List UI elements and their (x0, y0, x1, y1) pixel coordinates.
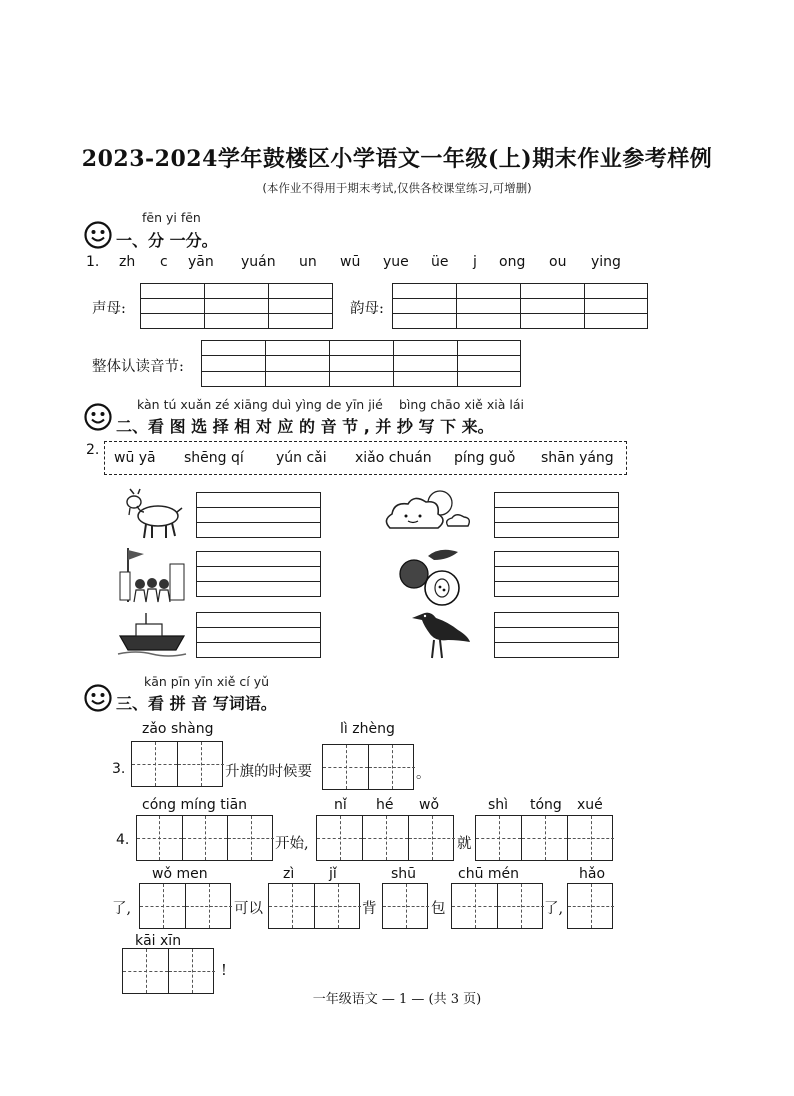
pinyin-hint: chū mén (458, 866, 520, 882)
tianzige-grid[interactable] (322, 744, 414, 790)
page-subtitle: (本作业不得用于期末考试,仅供各校课堂练习,可增删) (262, 181, 532, 195)
finals-label: 韵母: (350, 301, 384, 317)
pinyin-hint: cóng míng tiān (142, 797, 248, 813)
section2-heading: 二、看 图 选 择 相 对 应 的 音 节 , 并 抄 写 下 来。 (116, 417, 494, 436)
syllable: wū (340, 254, 361, 270)
sentence-text: 升旗的时候要 (225, 764, 312, 780)
section3-heading: 三、看 拼 音 写词语。 (116, 694, 277, 713)
tianzige-grid[interactable] (268, 883, 360, 929)
syllable: zh (119, 254, 136, 270)
pinyin-hint: tóng (530, 797, 562, 813)
tianzige-grid[interactable] (475, 815, 613, 861)
answer-writing-lines[interactable] (196, 551, 321, 597)
boat-picture (116, 610, 188, 658)
sentence-text: 开始, (275, 836, 309, 852)
pinyin-hint: zǎo shàng (142, 721, 214, 737)
option: xiǎo chuán (355, 450, 432, 466)
question-number: 2. (86, 442, 100, 458)
pinyin-hint: shì (488, 797, 509, 813)
question-number: 1. (86, 254, 100, 270)
section1-pinyin: fēn yi fēn (142, 210, 201, 225)
goat-picture (120, 488, 184, 542)
answer-writing-lines[interactable] (494, 492, 619, 538)
whole-syllable-writing-grid[interactable] (201, 340, 521, 387)
page-footer: 一年级语文 — 1 — (共 3 页) (312, 992, 482, 1007)
sentence-text: 了, (544, 901, 564, 917)
section2-pinyin: bìng chāo xiě xià lái (399, 397, 524, 412)
finals-writing-grid[interactable] (392, 283, 648, 329)
pinyin-hint: jǐ (329, 866, 337, 882)
syllable: üe (431, 254, 449, 270)
tianzige-grid[interactable] (316, 815, 454, 861)
option: wū yā (114, 450, 156, 466)
syllable: ong (499, 254, 526, 270)
answer-writing-lines[interactable] (196, 492, 321, 538)
pinyin-hint: shū (391, 866, 417, 882)
tianzige-grid[interactable] (139, 883, 231, 929)
syllable: yue (383, 254, 409, 270)
pinyin-hint: wǒ (419, 797, 440, 813)
answer-writing-lines[interactable] (494, 612, 619, 658)
syllable: j (473, 254, 477, 270)
syllable: c (160, 254, 168, 270)
answer-writing-lines[interactable] (494, 551, 619, 597)
sentence-text: 包 (431, 901, 446, 917)
crow-picture (408, 606, 472, 662)
option: shēng qí (184, 450, 244, 466)
tianzige-grid[interactable] (451, 883, 543, 929)
option: yún cǎi (276, 450, 327, 466)
pinyin-hint: kāi xīn (135, 933, 182, 949)
whole-syllable-label: 整体认读音节: (92, 359, 184, 375)
tianzige-grid[interactable] (382, 883, 428, 929)
section2-pinyin: kàn tú xuǎn zé xiāng duì yìng de yīn jié (137, 397, 383, 412)
pinyin-hint: lì zhèng (340, 721, 395, 737)
smiley-icon (84, 684, 112, 712)
option: shān yáng (541, 450, 614, 466)
cloud-picture (382, 490, 474, 536)
section3-pinyin: kān pīn yīn xiě cí yǔ (144, 674, 270, 689)
tianzige-grid[interactable] (131, 741, 223, 787)
sentence-text: 了, (112, 901, 132, 917)
pinyin-hint: zì (283, 866, 295, 882)
initials-label: 声母: (92, 301, 126, 317)
syllable: ying (591, 254, 621, 270)
flag-raising-picture (118, 546, 188, 604)
question-number: 4. (116, 832, 130, 848)
apple-picture (394, 546, 470, 608)
syllable: yuán (241, 254, 276, 270)
sentence-text: ! (221, 963, 227, 979)
sentence-text: 。 (416, 766, 431, 782)
sentence-text: 可以 (234, 901, 263, 917)
question-number: 3. (112, 761, 126, 777)
tianzige-grid[interactable] (136, 815, 273, 861)
option: píng guǒ (454, 450, 516, 466)
pinyin-hint: hǎo (579, 866, 606, 882)
section1-heading: 一、分 一分。 (116, 231, 218, 250)
smiley-icon (84, 221, 112, 249)
pinyin-hint: wǒ men (152, 866, 208, 882)
sentence-text: 背 (362, 901, 377, 917)
pinyin-hint: nǐ (334, 797, 347, 813)
pinyin-hint: xué (577, 797, 603, 813)
pinyin-hint: hé (376, 797, 394, 813)
answer-writing-lines[interactable] (196, 612, 321, 658)
syllable: un (299, 254, 317, 270)
syllable: yān (188, 254, 214, 270)
smiley-icon (84, 403, 112, 431)
initials-writing-grid[interactable] (140, 283, 333, 329)
page-title: 2023-2024学年鼓楼区小学语文一年级(上)期末作业参考样例 (81, 146, 713, 172)
tianzige-grid[interactable] (567, 883, 613, 929)
syllable: ou (549, 254, 567, 270)
sentence-text: 就 (457, 836, 472, 852)
